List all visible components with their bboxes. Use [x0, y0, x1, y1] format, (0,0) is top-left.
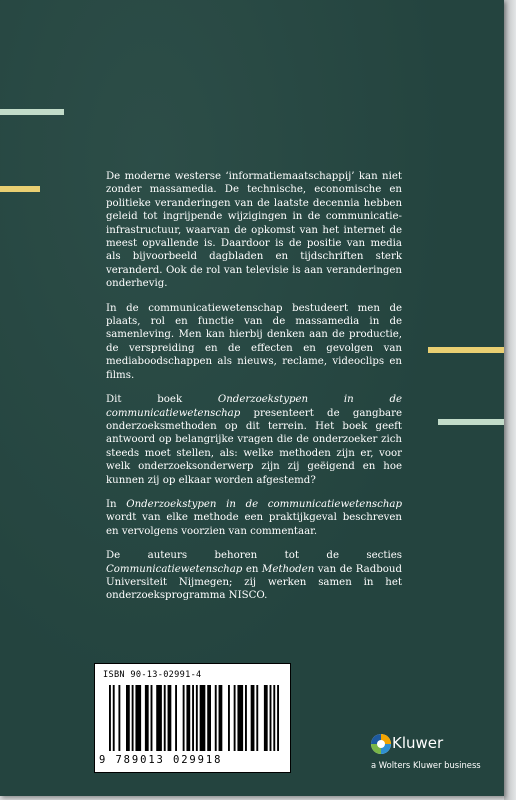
ean-digits: 9 789013 029918 — [99, 754, 223, 766]
barcode-bar — [164, 685, 166, 751]
barcode-bar — [151, 685, 153, 751]
barcode-bar — [113, 685, 115, 751]
publisher-logo-name: Kluwer — [392, 734, 444, 752]
barcode-bar — [109, 685, 111, 751]
blurb-paragraph-5 — [106, 549, 402, 603]
isbn-number: ISBN 90-13-02991-4 — [103, 670, 202, 680]
p5-text-a: De auteurs behoren tot de secties — [106, 550, 402, 562]
barcode-bar — [207, 685, 211, 751]
barcode-bar — [192, 685, 194, 751]
section-name: Methoden — [261, 563, 315, 575]
p3-text-a: Dit boek — [106, 394, 218, 406]
blurb-text — [106, 170, 402, 614]
barcode-bar — [175, 685, 177, 751]
blurb-paragraph-2: In de communicatiewetenschap bestudeert men de plaats, rol en functie van de massamedia in de samenleving. Men kan hierbij denken aan de productie, de verspreiding en de effecten en gevolgen van mediaboodschappen als nieuws, reclame, videoclips en films. — [106, 302, 402, 381]
barcode-bar — [245, 685, 247, 751]
book-title: Onderzoekstypen in de communicatiewetenschap — [106, 394, 402, 419]
barcode-bar — [168, 685, 172, 751]
barcode-bar — [234, 685, 236, 751]
publisher-tagline: a Wolters Kluwer business — [371, 760, 481, 770]
barcode-bar — [196, 685, 198, 751]
barcode-bar — [118, 685, 120, 751]
decorative-stripe-green — [0, 109, 64, 115]
barcode-bar — [132, 685, 134, 751]
decorative-stripe-yellow — [0, 186, 40, 192]
barcode-bar — [219, 685, 223, 751]
barcode-bars — [109, 685, 279, 751]
p5-text-b: en — [242, 563, 262, 575]
barcode-bar — [200, 685, 206, 751]
kluwer-globe-icon — [370, 733, 392, 755]
decorative-stripe-green — [438, 419, 504, 425]
barcode-bar — [237, 685, 243, 751]
p4-text-a: In — [106, 498, 127, 510]
section-name: Communicatiewetenschap — [106, 563, 243, 575]
barcode-bar — [145, 685, 149, 751]
book-title: Onderzoekstypen in de communicatiewetenschap — [126, 498, 402, 510]
barcode-bar — [270, 685, 272, 751]
barcode-bar — [215, 685, 217, 751]
barcode-bar — [264, 685, 268, 751]
barcode-bar — [126, 685, 130, 751]
barcode-bar — [256, 685, 258, 751]
barcode-bar — [277, 685, 279, 751]
barcode-bar — [156, 685, 162, 751]
blurb-paragraph-3 — [106, 393, 402, 487]
barcode-bar — [273, 685, 275, 751]
barcode-bar — [186, 685, 190, 751]
page-edge — [504, 0, 516, 800]
barcode-bar — [251, 685, 255, 751]
barcode-bar — [135, 685, 141, 751]
barcode-bar — [183, 685, 185, 751]
blurb-paragraph-1: De moderne westerse ‘informatiemaatschappij’ kan niet zonder massamedia. De technische, economische en politieke veranderingen van de laatste decennia hebben geleid tot ingrijpende wijzigingen in de communicatieinfrastructuur, waarvan de opkomst van het internet de meest opvallende is. Daardoor is de positie van media als bijvoorbeeld dagbladen en tijdschriften sterk veranderd. Ook de rol van televisie is aan veranderingen onderhevig. — [106, 171, 402, 290]
decorative-stripe-yellow — [428, 347, 504, 353]
barcode-label — [94, 663, 291, 773]
p5-text-c: van de Radboud Universiteit Nijmegen; zij werken samen in het onderzoeksprogramma NISCO. — [106, 563, 402, 602]
p3-text-b: presenteert de gangbare onderzoeksmethoden op dit terrein. Het boek geeft antwoord op belangrijke vragen die de onderzoeker zich steeds moet stellen, als: welke methoden zijn er, voor welk onderzoeksonderwerp zijn zij geëigend en hoe kunnen zij op elkaar worden afgestemd? — [106, 407, 402, 486]
p4-text-b: wordt van elke methode een praktijkgeval beschreven en vervolgens voorzien van commentaar. — [106, 512, 402, 537]
barcode-bar — [228, 685, 230, 751]
blurb-paragraph-4 — [106, 498, 402, 538]
